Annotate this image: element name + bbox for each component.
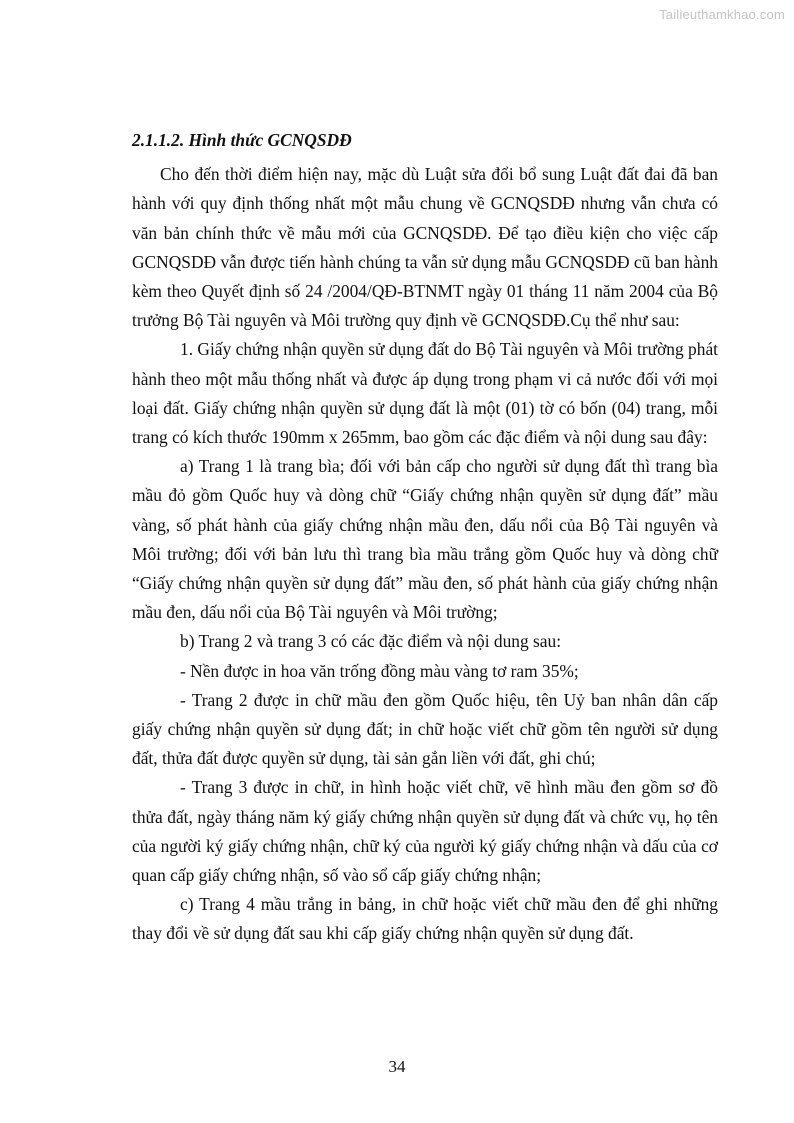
watermark-text: Tailieuthamkhao.com — [659, 7, 785, 22]
document-body — [132, 126, 718, 949]
paragraph-item-1: 1. Giấy chứng nhận quyền sử dụng đất do Bộ Tài nguyên và Môi trường phát hành theo một mẫu thống nhất và được áp dụng trong phạm vi cả nước đối với mọi loại đất. Giấy chứng nhận quyền sử dụng đất là một (01) tờ có bốn (04) trang, mỗi trang có kích thước 190mm x 265mm, bao gồm các đặc điểm và nội dung sau đây: — [132, 339, 718, 448]
paragraph-item-c: c) Trang 4 mầu trắng in bảng, in chữ hoặc viết chữ mầu đen để ghi những thay đổi về sử dụng đất sau khi cấp giấy chứng nhận quyền sử dụng đất. — [132, 894, 718, 944]
paragraph-item-a: a) Trang 1 là trang bìa; đối với bản cấp cho người sử dụng đất thì trang bìa mầu đỏ gồm Quốc huy và dòng chữ “Giấy chứng nhận quyền sử dụng đất” mầu vàng, số phát hành của giấy chứng nhận mầu đen, dấu nổi của Bộ Tài nguyên và Môi trường; đối với bản lưu thì trang bìa mầu trắng gồm Quốc huy và dòng chữ “Giấy chứng nhận quyền sử dụng đất” mầu đen, số phát hành của giấy chứng nhận mầu đen, dấu nổi của Bộ Tài nguyên và Môi trường; — [132, 456, 718, 623]
paragraph-item-b: b) Trang 2 và trang 3 có các đặc điểm và nội dung sau: — [180, 631, 562, 652]
paragraph-bullet-background: - Nền được in hoa văn trống đồng màu vàng tơ ram 35%; — [180, 660, 579, 681]
paragraph-bullet-page-2: - Trang 2 được in chữ mầu đen gồm Quốc hiệu, tên Uỷ ban nhân dân cấp giấy chứng nhận quyền sử dụng đất; in chữ hoặc viết chữ gồm tên người sử dụng đất, thửa đất được quyền sử dụng, tài sản gắn liền với đất, ghi chú; — [132, 689, 718, 769]
paragraph-bullet-page-3: - Trang 3 được in chữ, in hình hoặc viết chữ, vẽ hình mầu đen gồm sơ đồ thửa đất, ngày tháng năm ký giấy chứng nhận quyền sử dụng đất và chức vụ, họ tên của người ký giấy chứng nhận, chữ ký của người ký giấy chứng nhận và dấu của cơ quan cấp giấy chứng nhận, số vào sổ cấp giấy chứng nhận; — [132, 777, 718, 886]
section-heading: 2.1.1.2. Hình thức GCNQSDĐ — [132, 130, 352, 150]
paragraph-intro: Cho đến thời điểm hiện nay, mặc dù Luật sửa đổi bổ sung Luật đất đai đã ban hành với quy định thống nhất một mẫu chung về GCNQSDĐ nhưng vẫn chưa có văn bản chính thức về mẫu mới của GCNQSDĐ. Để tạo điều kiện cho việc cấp GCNQSDĐ vẫn được tiến hành chúng ta vẫn sử dụng mẫu GCNQSDĐ cũ ban hành kèm theo Quyết định số 24 /2004/QĐ-BTNMT ngày 01 tháng 11 năm 2004 của Bộ trưởng Bộ Tài nguyên và Môi trường quy định về GCNQSDĐ.Cụ thể như sau: — [132, 164, 718, 331]
page-number: 34 — [388, 1057, 406, 1076]
